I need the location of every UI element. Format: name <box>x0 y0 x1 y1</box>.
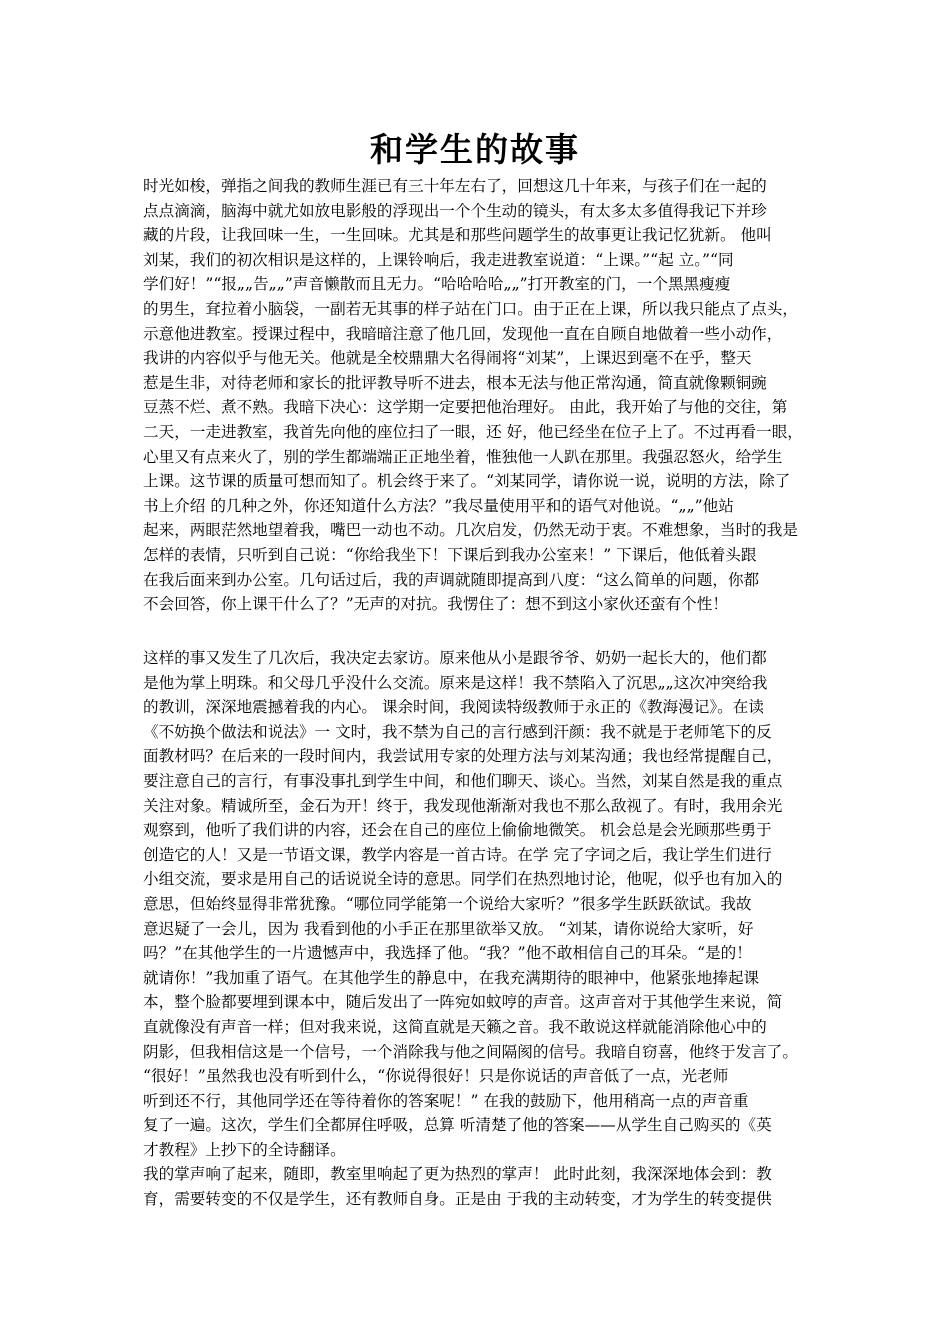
text-line: 时光如梭，弹指之间我的教师生涯已有三十年左右了，回想这几十年来，与孩子们在一起的 <box>143 177 767 195</box>
text-line: 二天，一走进教室，我首先向他的座位扫了一眼，还 好，他已经坐在位子上了。不过再看一眼， <box>143 422 803 441</box>
text-line: 听到还不行，其他同学还在等待着你的答案呢！” 在我的鼓励下，他用稍高一点的声音重 <box>143 1091 749 1110</box>
text-line: 点点滴滴，脑海中就尤如放电影般的浮现出一个个生动的镜头，有太多太多值得我记下并珍 <box>143 201 767 220</box>
text-line: 观察到，他听了我们讲的内容，还会在自己的座位上偷偷地微笑。 机会总是会光顾那些勇于 <box>143 821 772 840</box>
text-line: 育，需要转变的不仅是学生，还有教师自身。正是由 于我的主动转变，才为学生的转变提供 <box>143 1190 772 1209</box>
text-line: 这样的事又发生了几次后，我决定去家访。原来他从小是跟爷爷、奶奶一起长大的，他们都 <box>143 649 767 667</box>
text-line: 在我后面来到办公室。几句话过后，我的声调就随即提高到八度：“这么简单的问题，你都 <box>143 570 760 589</box>
text-line: 就请你！”我加重了语气。在其他学生的静息中，在我充满期待的眼神中，他紧张地捧起课 <box>143 968 760 987</box>
text-line: 我讲的内容似乎与他无关。他就是全校鼎鼎大名得闹将“刘某”，上课迟到毫不在乎，整天 <box>143 349 752 368</box>
document-title: 和学生的故事 <box>370 130 580 169</box>
text-line: 《不妨换个做法和说法》一 文时，我不禁为自己的言行感到汗颜：我不就是于老师笔下的反 <box>143 722 772 741</box>
text-line: 本，整个脸都要埋到课本中，随后发出了一阵宛如蚊哼的声音。这声音对于其他学生来说，简 <box>143 993 783 1012</box>
paragraph-block-1 <box>143 174 816 617</box>
text-line: 起来，两眼茫然地望着我，嘴巴一动也不动。几次启发，仍然无动于衷。不难想象，当时的我是 <box>143 521 798 540</box>
text-line: “很好！”虽然我也没有听到什么，“你说得很好！只是你说话的声音低了一点，光老师 <box>143 1067 729 1086</box>
text-line: 才教程》上抄下的全诗翻译。 <box>143 1140 346 1159</box>
text-line: 是他为掌上明珠。和父母几乎没什么交流。原来是这样！我不禁陷入了沉思„„这次冲突给我 <box>143 673 768 692</box>
text-line: 创造它的人！又是一节语文课，教学内容是一首古诗。在学 完了字词之后，我让学生们进行 <box>143 845 772 864</box>
text-line: 豆蒸不烂、煮不熟。我暗下决心：这学期一定要把他治理好。 由此，我开始了与他的交往，第 <box>143 398 788 417</box>
text-line: 意迟疑了一会儿，因为 我看到他的小手正在那里欲举又放。 “刘某，请你说给大家听，好 <box>143 919 754 938</box>
text-line: 小组交流，要求是用自己的话说说全诗的意思。同学们在热烈地讨论，他呢，似乎也有加入的 <box>143 870 783 889</box>
text-line: 面教材吗？在后来的一段时间内，我尝试用专家的处理方法与刘某沟通；我也经常提醒自己， <box>143 747 783 766</box>
text-line: 复了一遍。这次，学生们全都屏住呼吸，总算 听清楚了他的答案——从学生自己购买的《英 <box>143 1116 772 1135</box>
text-line: 我的掌声响了起来，随即，教室里响起了更为热烈的掌声！ 此时此刻，我深深地体会到：教 <box>143 1165 772 1184</box>
text-line: 阴影，但我相信这是一个信号，一个消除我与他之间隔阂的信号。我暗自窃喜，他终于发言了。 <box>143 1042 798 1061</box>
text-line: 不会回答，你上课干什么了？”无声的对抗。我愣住了：想不到这小家伙还蛮有个性！ <box>143 595 728 614</box>
text-line: 的男生，耷拉着小脑袋，一副若无其事的样子站在门口。由于正在上课，所以我只能点了点头， <box>143 299 798 318</box>
text-line: 学们好！”“报„„告„„”声音懒散而且无力。“哈哈哈哈„„”打开教室的门，一个黑黑瘦瘦 <box>143 275 731 294</box>
text-line: 怎样的表情，只听到自己说：“你给我坐下！下课后到我办公室来！” 下课后，他低着头跟 <box>143 545 757 564</box>
text-line: 意思，但始终显得非常犹豫。“哪位同学能第一个说给大家听？”很多学生跃跃欲试。我故 <box>143 894 752 913</box>
text-line: 刘某，我们的初次相识是这样的，上课铃响后，我走进教室说道：“上课。”“起 立。”“同 <box>143 250 734 269</box>
text-line: 惹是生非，对待老师和家长的批评教导听不进去，根本无法与他正常沟通，简直就像颗铜豌 <box>143 373 767 392</box>
text-line: 直就像没有声音一样；但对我来说，这简直就是天籁之音。我不敢说这样就能消除他心中的 <box>143 1017 767 1036</box>
text-line: 藏的片段，让我回味一生，一生回味。尤其是和那些问题学生的故事更让我记忆犹新。 他叫 <box>143 226 772 245</box>
paragraph-block-2 <box>143 646 816 1212</box>
text-line: 吗？”在其他学生的一片遗憾声中，我选择了他。“我？”他不敢相信自己的耳朵。“是的！ <box>143 944 752 963</box>
text-line: 上课。这节课的质量可想而知了。机会终于来了。“刘某同学，请你说一说，说明的方法，除了 <box>143 472 791 491</box>
text-line: 书上介绍 的几种之外，你还知道什么方法？”我尽量使用平和的语气对他说。“„„”他站 <box>143 496 734 515</box>
text-line: 示意他进教室。授课过程中，我暗暗注意了他几回，发现他一直在自顾自地做着一些小动作， <box>143 324 783 343</box>
text-line: 要注意自己的言行，有事没事扎到学生中间，和他们聊天、谈心。当然，刘某自然是我的重点 <box>143 771 783 790</box>
text-line: 的教训，深深地震撼着我的内心。 课余时间，我阅读特级教师于永正的《教海漫记》。在读 <box>143 698 764 717</box>
text-line: 心里又有点来火了，别的学生都端端正正地坐着，惟独他一人趴在那里。我强忍怒火，给学生 <box>143 447 783 466</box>
text-line: 关注对象。精诚所至，金石为开！终于，我发现他渐渐对我也不那么敌视了。有时，我用余光 <box>143 796 783 815</box>
